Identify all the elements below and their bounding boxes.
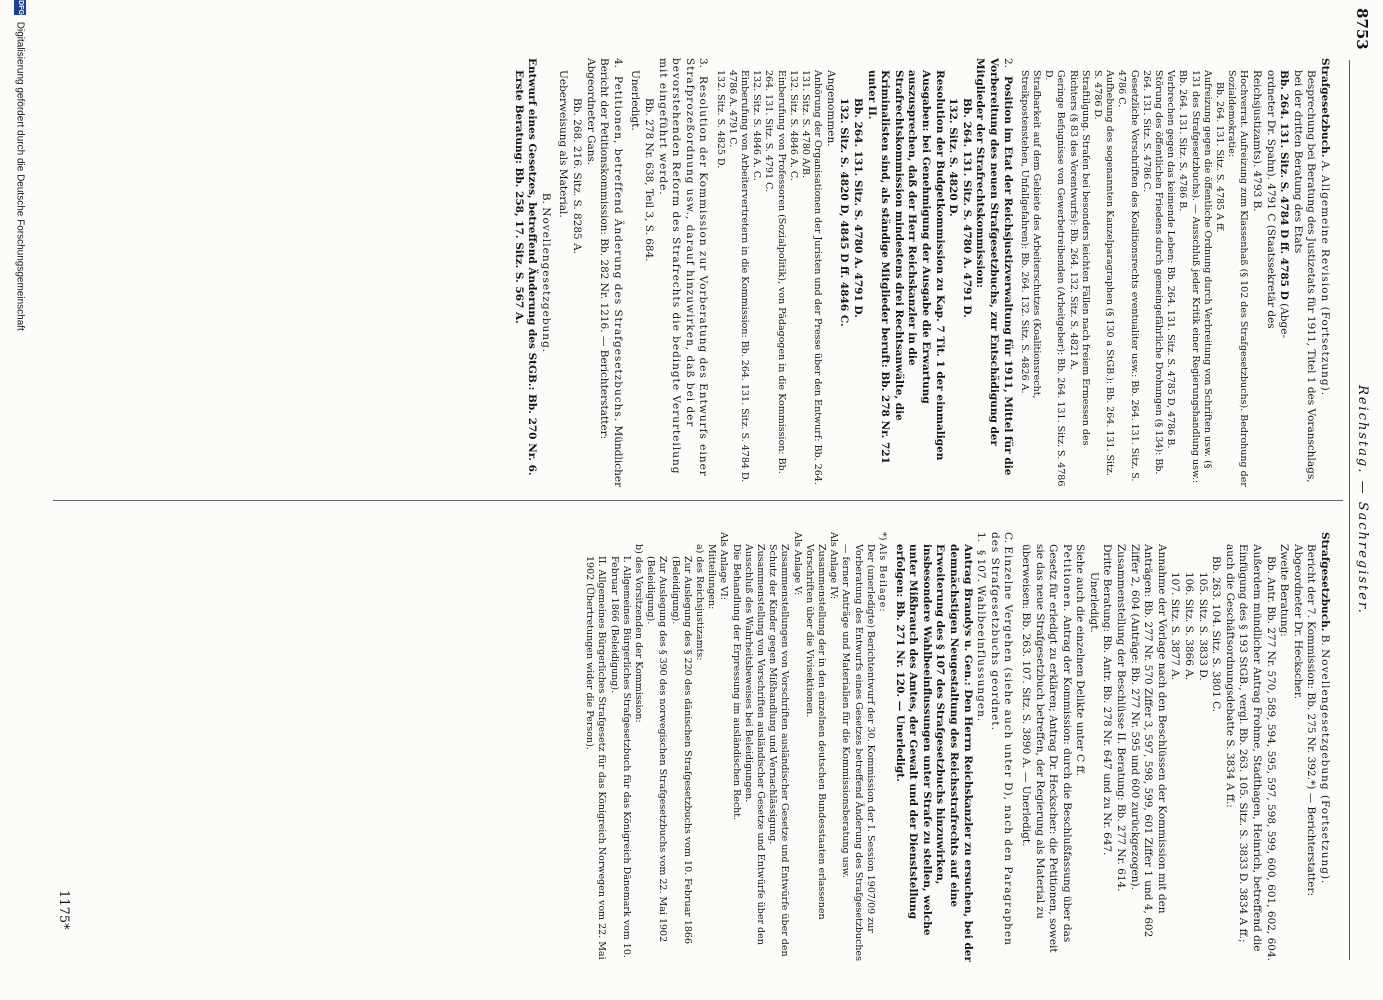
right-entry: II. Allgemeines Bürgerliches Strafgesetz für das Königreich Norwegen vom 22. Mai 1902 (Übertretungen wider die Person). bbox=[584, 556, 608, 960]
left-entry: Bb. 264. 131. Sitz. S. 4780 A. 4791 D. bbox=[852, 98, 865, 318]
right-entry: Zur Auslegung des § 390 des norwegischen Strafgesetzbuchs vom 22. Mai 1902 (Beleidigung). bbox=[645, 556, 669, 943]
right-entry: Unerledigt. bbox=[1087, 572, 1100, 633]
left-entry: Erste Beratung: Bb. 258, 17. Sitz. S. 567 A. bbox=[512, 70, 525, 324]
right-entry: *) Als Beilage: bbox=[877, 532, 888, 613]
left-entry: B. Novellengesetzgebung. bbox=[539, 192, 552, 354]
dfg-logo: DFG bbox=[14, 0, 26, 15]
right-entry: Annahme der Vorlage nach den Beschlüssen der Kommission mit den Anträgen: Bb. 277 Nr. 570 Ziffer 3, 597, 598, 599, 601 Ziffer 1 und 4, 602 Ziffer 2, 604 (Anträge: Bb. 277 Nr. 595 und 600 zurückgezogen). bbox=[1128, 544, 1168, 938]
right-entry: Strafgesetzbuch. B. Novellengesetzgebung (Fortsetzung). bbox=[1319, 532, 1331, 885]
right-entry: Antrag Brandys u. Gen.: Den Herrn Reichskanzler zu ersuchen, bei der demnächstigen Neugestaltung des Reichsstrafrechts auf eine Erweiterung des § 107 des Strafgesetzbuchs hinzuwirken, insbesondere Wahlbeeinflussungen unter Strafe zu stellen, welche unter Mißbrauch des Amtes, der Gewalt und der Dienststellung erfolgen: Bb. 271 Nr. 120. — Unerledigt. bbox=[893, 544, 974, 963]
right-entry: Zur Auslegung des § 220 des dänischen Strafgesetzbuchs vom 10. Februar 1866 (Beleidigung). bbox=[669, 556, 693, 944]
left-entry: Resolution der Budgetkommission zu Kap. 7 Tit. 1 der einmaligen Ausgaben: bei Genehmigung der Ausgabe die Erwartung auszusprechen, daß der Herr Reichskanzler in die Strafrechtskommission mindestens drei Rechtsanwälte, die Kriminalisten sind, als ständige Mitglieder beruft: Bb. 278 Nr. 721 unter II. bbox=[865, 70, 946, 464]
right-entry: 1.§ 107. Wahlbeeinflussungen. bbox=[975, 532, 988, 723]
right-entry: Außerdem mündlicher Antrag Frohme, Stadthagen, Heinrich, betreffend die Einfügung des § 193 StGB., vergl. Bb. 263. 105. Sitz. S. 3833 D. 3834 A ff.; auch die Geschäftsordnungsdebatte S. 3834 A ff.: bbox=[1223, 544, 1264, 952]
column-divider bbox=[53, 500, 1343, 501]
right-entry: Als Anlage IV: bbox=[828, 532, 840, 600]
left-entry: Bb. 264. 131. Sitz. S. 4780 A. 4791 D. bbox=[960, 98, 973, 318]
left-entry: Anhörung der Organisationen der Juristen und der Presse über den Entwurf: Bb. 264. 131. Sitz. S. 4780 A/B. bbox=[800, 70, 824, 485]
right-entry: Petitionen. Antrag der Kommission: durch die Beschlußfassung über das Gesetz für erledigt zu erklären; Antrag Dr. Heckscher: die Petitionen, soweit sie das neue Strafgesetzbuch betreffen, der Regierung als Material zu überweisen: Bb. 263. 107. Sitz. S. 3890 A. — Unerledigt. bbox=[1019, 544, 1073, 953]
left-entry: Störung des öffentlichen Friedens durch gemeingefährliche Drohungen (§ 134): Bb. 264. 131. Sitz. S. 4786 C. bbox=[1140, 70, 1165, 475]
right-entry: Bb. 263. 104. Sitz. S. 3801 C. bbox=[1210, 556, 1223, 713]
right-entry: C. Einzelne Vergehen (siehe auch unter D), nach den Paragraphen des Strafgesetzbuchs geordnet. bbox=[988, 532, 1015, 946]
left-entry: Unerledigt. bbox=[629, 70, 642, 131]
right-entry: 106. Sitz. S. 3866 A. bbox=[1183, 572, 1196, 681]
left-entry: Strafgesetzbuch. A. Allgemeine Revision (Fortsetzung). bbox=[1319, 58, 1331, 397]
left-entry: Entwurf eines Gesetzes, betreffend Änderung des StGB.: Bb. 270 Nr. 6. bbox=[526, 58, 539, 476]
right-entry: Der (unerledigte) Berichtentwurf der 30. Kommission der I. Session 1907/09 zur Vorberatung des Entwurfs eines Gesetzes betreffend Änderung des Strafgesetzbuches — ferner Anträge und Materialien für die Kommissionsberatung usw. bbox=[840, 544, 876, 961]
left-entry: Bb. 264. 131. Sitz. S. 4784 D ff. 4785 D (Abge- bbox=[1278, 70, 1291, 338]
left-column bbox=[511, 58, 1331, 488]
header-rule bbox=[1349, 60, 1350, 960]
left-entry: 132. Sitz. S. 4846 A. C. bbox=[751, 70, 763, 181]
left-entry: Einberufung von Professoren (Sozialpolitik), von Pädagogen in die Kommission: Bb. 264. 131. Sitz. S. 4791 C. bbox=[763, 70, 787, 474]
footer-number: 1175* bbox=[56, 890, 71, 930]
left-entry: Aufhebung des sogenannten Kanzelparagraphen (§ 130 a StGB.): Bb. 264. 131. Sitz. S. 4786 D. bbox=[1092, 70, 1116, 476]
dfg-note: Digitalisierung gefördert durch die Deutsche Forschungsgemeinschaft bbox=[14, 21, 26, 331]
left-entry: 3.Resolution der Kommission zur Vorberatung des Entwurfs einer Strafprozeßordnung usw., darauf hinzuwirken, daß bei der bevorstehenden Reform des Strafrechts die bedingte Verurteilung mit eingeführt werde. bbox=[656, 58, 710, 477]
left-entry: Angenommen. bbox=[824, 70, 837, 147]
right-entry: I. Allgemeines Bürgerliches Strafgesetzbuch für das Königreich Dänemark vom 10. Februar 1866 (Beleidigung). bbox=[608, 556, 632, 958]
right-column bbox=[583, 532, 1331, 962]
left-entry: Geringe Befugnisse von Gewerbetreibenden (Arbeitgeber): Bb. 264. 131. Sitz. S. 4786 D. bbox=[1043, 70, 1067, 487]
left-entry: Bb. 264. 131. Sitz. S. 4785 A ff. bbox=[1214, 82, 1226, 233]
left-entry: Bb. 268. 216. Sitz. S. 8285 A. bbox=[571, 98, 584, 254]
right-entry: a) des Reichsjustizamts: bbox=[693, 544, 705, 661]
right-entry: Siehe auch die einzelnen Delikte unter C ff. bbox=[1074, 544, 1087, 776]
page-number: 8753 bbox=[1353, 8, 1371, 50]
right-entry: Zusammenstellung der Beschlüsse II. Beratung: Bb. 277 Nr. 614. bbox=[1115, 544, 1128, 892]
right-entry: Zweite Beratung: bbox=[1278, 544, 1291, 637]
left-entry: Ueberweisung als Material. bbox=[557, 70, 570, 218]
left-entry: Gesetzliche Vorschriften des Koalitionsrechts eventualiter usw.: Bb. 264. 131. Sitz. S. 4786 C. bbox=[1116, 70, 1140, 482]
left-entry: Einberufung von Arbeitervertretern in die Kommission: Bb. 264. 131. Sitz. S. 4784 D. 4786 A. 4791 C. bbox=[726, 70, 751, 483]
right-entry: b) des Vorsitzenden der Kommission: bbox=[632, 544, 644, 723]
left-entry: Hochverrat. Aufreizung zum Klassenhaß (§ 102 des Strafgesetzbuchs). Bedrohung der Sozialdemokratie: bbox=[1226, 70, 1250, 487]
left-entry: Straftilgung. Strafen bei besonders leichten Fällen nach freiem Ermessen des Richters (§ 83 des Vorentwurfs): Bb. 264. 132. Sitz. S. 4821 A. bbox=[1067, 70, 1091, 446]
left-entry: 132. Sitz. S. 4825 D. bbox=[714, 70, 726, 169]
left-entry: Verbrechen gegen das keimende Leben: Bb. 264. 131. Sitz. S. 4785 D, 4786 B. bbox=[1165, 70, 1177, 449]
right-entry: Dritte Beratung: Bb. Antr. Bb. 278 Nr. 647 und zu Nr. 647. bbox=[1101, 544, 1114, 856]
right-entry: Zusammenstellung von Vorschriften ausländischer Gesetze und Entwürfe über den Ausschluß des Wahrheitsbeweises bei Beleidigungen. bbox=[742, 544, 766, 945]
left-entry: Bb. 278 Nr. 638, Teil 3, S. 684. bbox=[643, 98, 656, 262]
left-entry: 132. Sitz. S. 4846 A. C. bbox=[787, 70, 799, 181]
left-entry: Aufreizung gegen die öffentliche Ordnung durch Verbreitung von Schriften usw. (§ 131 des Strafgesetzbuchs). — Ausschluß jeder Kritik einer Regierungshandlung usw.: Bb. 264. 131. Sitz. S. 4786 B. bbox=[1177, 70, 1213, 484]
left-entry: 4.Petitionen, betreffend Änderung des Strafgesetzbuchs. Mündlicher Bericht der Petitionskommission: Bb. 282 Nr. 1216. — Berichterstatter: Abgeordneter Gans. bbox=[584, 58, 624, 488]
right-entry: 107. Sitz. S. 3877 A. bbox=[1169, 572, 1182, 681]
right-entry: Als Anlage V: bbox=[791, 532, 803, 596]
left-entry: Reichsjustizamts). 4793 B. bbox=[1251, 70, 1264, 212]
running-header: Reichstag. — Sachregister. bbox=[1355, 385, 1370, 615]
left-entry: Besprechung bei Beratung des Justizetats für 1911, Titel 1 des Voranschlags, bei der dritten Beratung des Etats bbox=[1291, 70, 1318, 483]
dfg-credit bbox=[14, 0, 26, 1000]
right-entry: Als Anlage VI: bbox=[718, 532, 730, 601]
right-entry: 105. Sitz. S. 3833 D. bbox=[1196, 572, 1209, 681]
right-entry: Die Behandlung der Erpressung im ausländischen Recht. bbox=[730, 544, 742, 821]
left-entry: Strafbarkeit auf dem Gebiete des Arbeiterschutzes (Koalitionsrecht, Streikpostenstehen, Unfallgefahren): Bb. 264. 132. Sitz. S. 4826 A. bbox=[1018, 70, 1042, 399]
right-entry: Bericht der 7. Kommission: Bb. 275 Nr. 392.*) — Berichterstatter: Abgeordneter Dr. Heckscher. bbox=[1291, 544, 1318, 897]
right-entry: Mitteilungen: bbox=[706, 544, 718, 610]
left-entry: 2.Position im Etat der Reichsjustizverwaltung für 1911, Mittel für die Vorbereitung des neuen Strafgesetzbuchs, zur Entschädigung der Mitglieder der Strafrechtskommission: bbox=[974, 58, 1014, 476]
right-entry: Bb. Antr. Bb. 277 Nr. 570, 589, 594, 595, 597, 598, 599, 600, 601, 602, 604. bbox=[1264, 556, 1277, 961]
left-entry: 132. Sitz. S. 4820 D. bbox=[947, 98, 960, 217]
left-entry: ordneter Dr. Spahn). 4791 C (Staatssekretär des bbox=[1264, 70, 1277, 329]
right-entry: Zusammenstellung der in den einzelnen deutschen Bundesstaaten erlassenen Vorschriften über die Vivisektionen. bbox=[803, 544, 827, 920]
left-entry: 132. Sitz. S. 4820 D, 4845 D ff. 4846 C. bbox=[838, 98, 851, 327]
right-entry: Zusammenstellungen von Vorschriften ausländischer Gesetze und Entwürfe über den Schutz der Kinder gegen Mißhandlung und Vernachlässigung. bbox=[767, 544, 791, 957]
